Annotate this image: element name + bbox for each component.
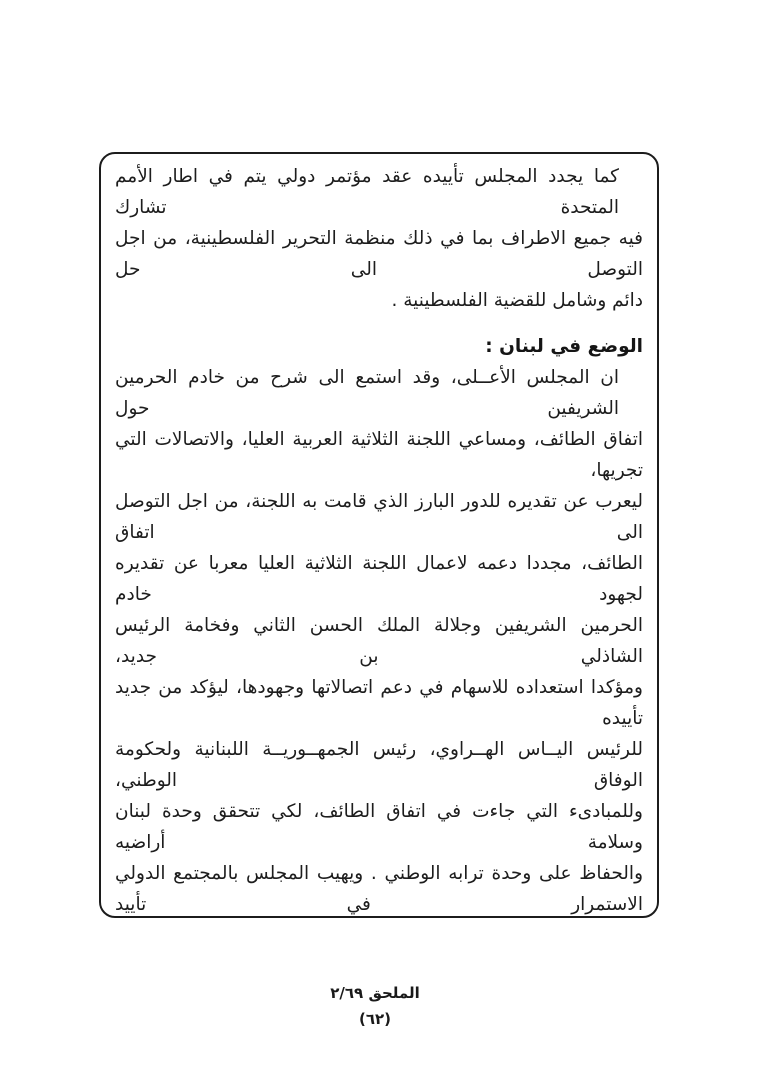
paragraph-palestine-conference xyxy=(115,161,643,316)
heading-lebanon-situation: الوضع في لبنان : xyxy=(485,336,643,357)
text-line: والحفاظ على وحدة ترابه الوطني . ويهيب المجلس بالمجتمع الدولي الاستمرار في تأييد xyxy=(115,863,643,915)
text-line: ليعرب عن تقديره للدور البارز الذي قامت به اللجنة، من اجل التوصل الى اتفاق xyxy=(115,491,643,543)
page-footer xyxy=(0,984,750,1028)
footer-appendix-label: الملحق ٢/٦٩ xyxy=(330,984,420,1002)
text-line: فيه جميع الاطراف بما في ذلك منظمة التحرير الفلسطينية، من اجل التوصل الى حل xyxy=(115,228,643,280)
text-line: اتفاق الطائف، ومساعي اللجنة الثلاثية العربية العليا، والاتصالات التي تجريها، xyxy=(115,429,643,481)
text-line: للرئيس اليــاس الهــراوي، رئيس الجمهــوريــة اللبنانية ولحكومة الوفاق الوطني، xyxy=(115,739,643,791)
text-line: ومؤكدا استعداده للاسهام في دعم اتصالاتها وجهودها، ليؤكد من جديد تأييده xyxy=(115,677,643,729)
text-line: ان المجلس الأعــلى، وقد استمع الى شرح من خادم الحرمين الشريفين حول xyxy=(115,367,619,419)
text-line: كما يجدد المجلس تأييده عقد مؤتمر دولي يتم في اطار الأمم المتحدة تشارك xyxy=(115,166,619,218)
text-line: الطائف، مجددا دعمه لاعمال اللجنة الثلاثية العليا معربا عن تقديره لجهود خادم xyxy=(115,553,643,605)
text-line: وللمبادىء التي جاءت في اتفاق الطائف، لكي تتحقق وحدة لبنان وسلامة أراضيه xyxy=(115,801,643,853)
footer-page-number: (٦٢) xyxy=(358,1010,392,1028)
text-frame xyxy=(99,152,659,918)
paragraph-lebanon-council xyxy=(115,362,643,918)
text-line: دائم وشامل للقضية الفلسطينية . xyxy=(391,290,643,311)
text-line: الحرمين الشريفين وجلالة الملك الحسن الثاني وفخامة الرئيس الشاذلي بن جديد، xyxy=(115,615,643,667)
